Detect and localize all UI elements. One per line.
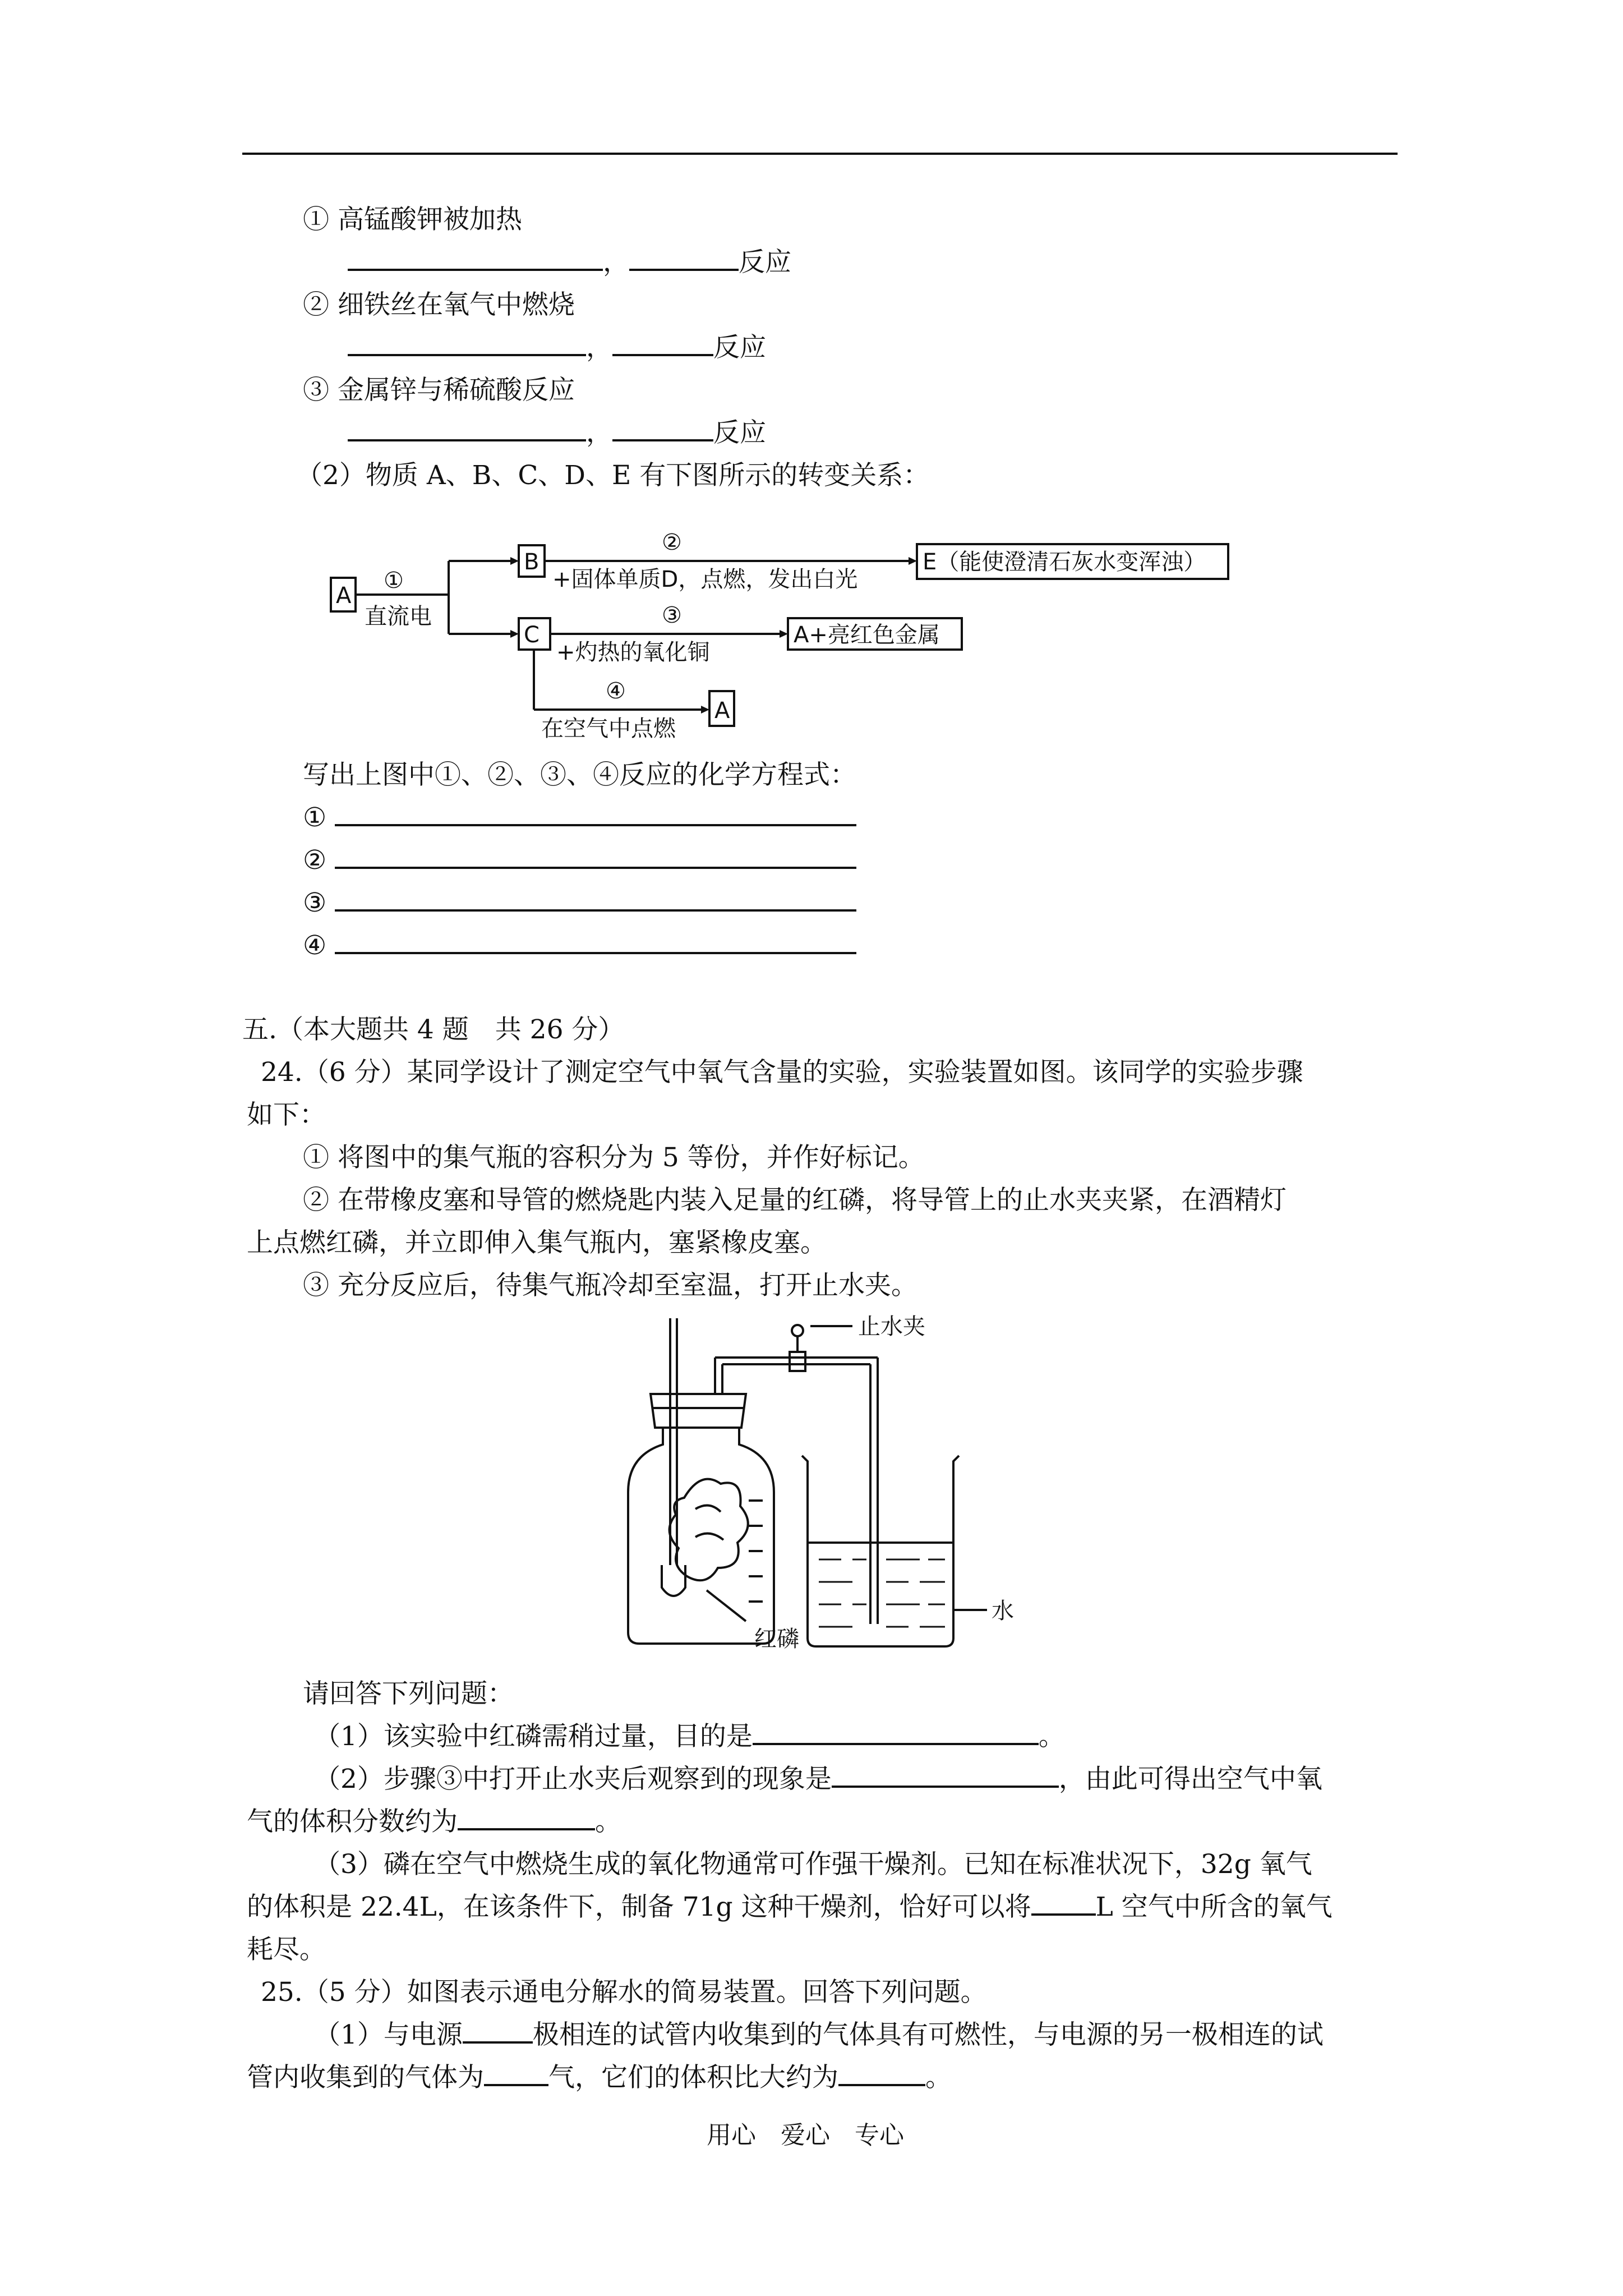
q24-step-3: ③ 充分反应后，待集气瓶冷却至室温，打开止水夹。 xyxy=(303,1270,917,1301)
step-2-number: ② xyxy=(662,530,682,555)
q24-question-3c: 耗尽。 xyxy=(247,1934,326,1965)
step-4-number: ④ xyxy=(606,678,626,704)
blank[interactable] xyxy=(335,802,856,826)
water-label: 水 xyxy=(992,1598,1014,1624)
item-3-title: ③ 金属锌与稀硫酸反应 xyxy=(303,375,575,406)
blank[interactable] xyxy=(463,2019,533,2044)
item-1-title: ① 高锰酸钾被加热 xyxy=(303,204,522,235)
q24-step-2a: ② 在带橡皮塞和导管的燃烧匙内装入足量的红磷，将导管上的止水夹夹紧，在酒精灯 xyxy=(303,1185,1287,1216)
item-2-title: ② 细铁丝在氧气中燃烧 xyxy=(303,289,575,320)
blank[interactable] xyxy=(612,332,713,356)
blank[interactable] xyxy=(753,1720,1039,1745)
q25-question-1b: 管内收集到的气体为 气，它们的体积比大约为 。 xyxy=(247,2062,952,2093)
step-3-label: +灼热的氧化铜 xyxy=(556,639,710,665)
step-4-label: 在空气中点燃 xyxy=(541,716,676,740)
blank[interactable] xyxy=(838,2062,925,2086)
equation-line-4: ④ xyxy=(303,929,856,963)
blank[interactable] xyxy=(335,930,856,954)
step-1-label: 直流电 xyxy=(365,604,432,629)
blank[interactable] xyxy=(348,246,603,271)
q24-stem-line2: 如下： xyxy=(247,1099,326,1130)
node-e: E（能使澄清石灰水变浑浊） xyxy=(923,549,1206,575)
q24-question-3b: 的体积是 22.4L，在该条件下，制备 71g 这种干燥剂，恰好可以将 L 空气中所含的氧气 xyxy=(247,1892,1332,1922)
blank[interactable] xyxy=(629,246,739,271)
step-3-number: ③ xyxy=(662,602,682,628)
blank[interactable] xyxy=(612,417,713,441)
red-phosphorus-label: 红磷 xyxy=(754,1626,799,1652)
answer-intro: 请回答下列问题： xyxy=(303,1678,514,1709)
node-c: C xyxy=(524,622,540,648)
blank[interactable] xyxy=(458,1806,595,1830)
q24-question-2: （2）步骤③中打开止水夹后观察到的现象是 ，由此可得出空气中氧 xyxy=(314,1764,1322,1795)
blank[interactable] xyxy=(335,887,856,912)
q24-question-3a: （3）磷在空气中燃烧生成的氧化物通常可作强干燥剂。已知在标准状况下，32g 氧气 xyxy=(314,1849,1312,1880)
blank[interactable] xyxy=(348,332,586,356)
equation-line-2: ② xyxy=(303,844,856,877)
step-1-number: ① xyxy=(384,568,404,593)
q25-stem: 25.（5 分）如图表示通电分解水的简易装置。回答下列问题。 xyxy=(261,1977,987,2008)
q24-stem-line1: 24.（6 分）某同学设计了测定空气中氧气含量的实验，实验装置如图。该同学的实验步骤 xyxy=(261,1057,1303,1088)
clamp-label: 止水夹 xyxy=(858,1314,925,1340)
blank[interactable] xyxy=(484,2062,548,2086)
q24-step-1: ① 将图中的集气瓶的容积分为 5 等份，并作好标记。 xyxy=(303,1142,925,1173)
node-a-plus-copper: A+亮红色金属 xyxy=(794,622,940,648)
node-b: B xyxy=(524,549,540,575)
q24-question-1: （1）该实验中红磷需稍过量，目的是 。 xyxy=(314,1721,1065,1752)
item-2-answer: ， 反应 xyxy=(348,331,766,365)
q25-question-1: （1）与电源 极相连的试管内收集到的气体具有可燃性，与电源的另一极相连的试 xyxy=(314,2019,1324,2050)
q24-step-2b: 上点燃红磷，并立即伸入集气瓶内，塞紧橡皮塞。 xyxy=(247,1227,827,1258)
section-header: 五.（本大题共 4 题 共 26 分） xyxy=(242,1014,625,1045)
header-rule xyxy=(242,153,1398,155)
page-footer: 用心 爱心 专心 xyxy=(707,2121,904,2150)
item-1-answer: ， 反应 xyxy=(348,246,791,279)
node-a: A xyxy=(336,583,352,609)
transformation-diagram xyxy=(325,516,1256,740)
blank[interactable] xyxy=(335,844,856,869)
write-equations-prompt: 写出上图中①、②、③、④反应的化学方程式： xyxy=(303,760,856,790)
equation-line-3: ③ xyxy=(303,886,856,920)
item-3-answer: ， 反应 xyxy=(348,416,766,450)
part2-intro: （2）物质 A、B、C、D、E 有下图所示的转变关系： xyxy=(296,460,930,491)
node-a-result: A xyxy=(714,698,730,724)
step-2-label: +固体单质D，点燃，发出白光 xyxy=(552,567,858,592)
oxygen-apparatus-figure xyxy=(617,1313,1043,1660)
blank[interactable] xyxy=(832,1763,1059,1788)
blank[interactable] xyxy=(1031,1891,1096,1916)
blank[interactable] xyxy=(348,417,586,441)
equation-line-1: ① xyxy=(303,801,856,835)
q24-question-2b: 气的体积分数约为 。 xyxy=(247,1806,621,1837)
